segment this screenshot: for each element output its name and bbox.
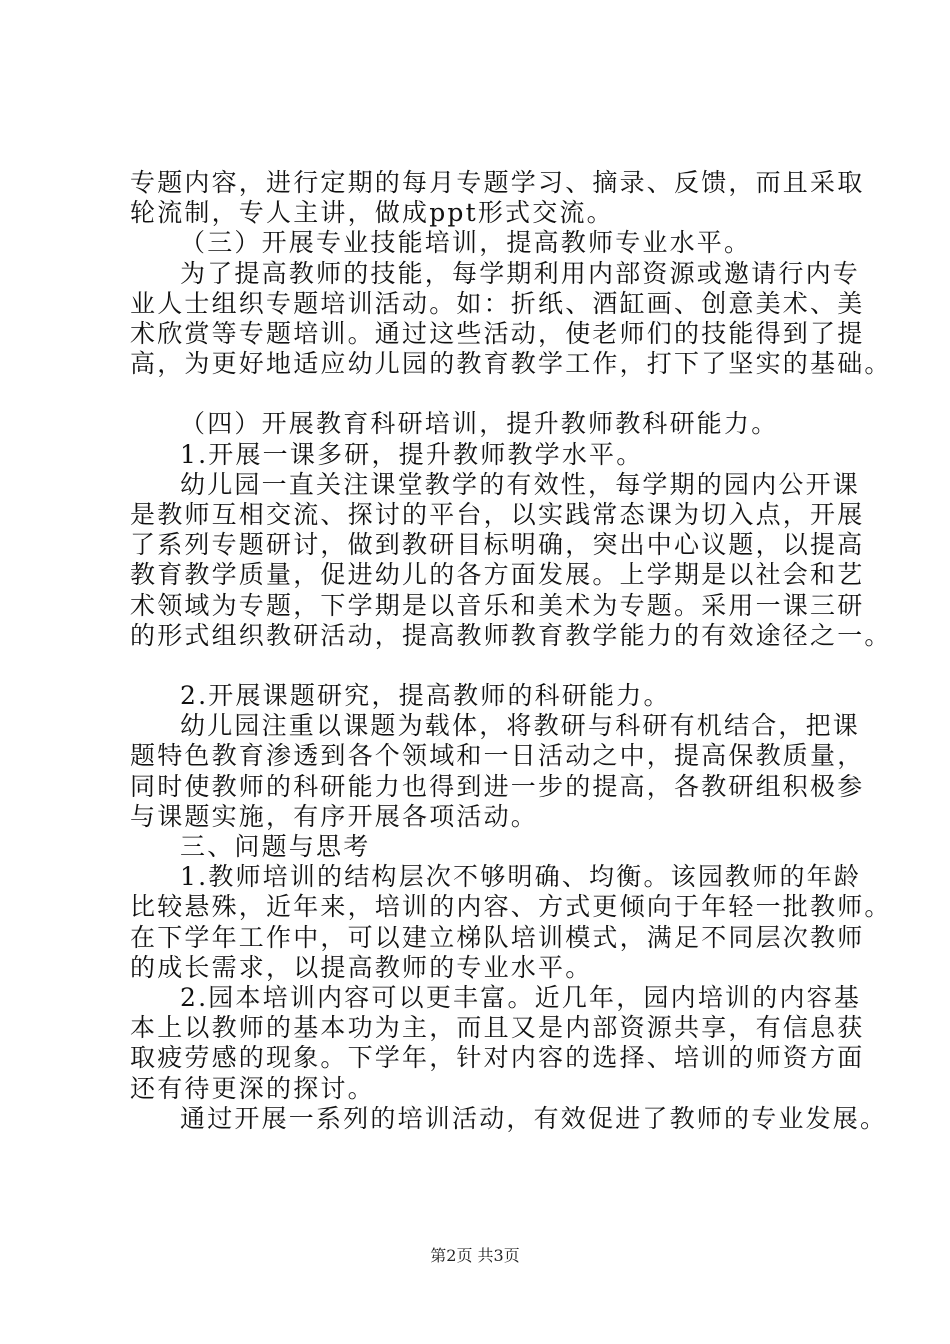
- text-line: 了系列专题研讨，做到教研目标明确，突出中心议题，以提高: [130, 530, 865, 560]
- text-line: 是教师互相交流、探讨的平台，以实践常态课为切入点，开展: [130, 500, 865, 530]
- text-line: 1.开展一课多研，提升教师教学水平。: [180, 439, 644, 469]
- text-line: 教育教学质量，促进幼儿的各方面发展。上学期是以社会和艺: [130, 560, 865, 590]
- text-line: 比较悬殊，近年来，培训的内容、方式更倾向于年轻一批教师。: [130, 892, 892, 922]
- text-line: 为了提高教师的技能，每学期利用内部资源或邀请行内专: [180, 258, 861, 288]
- text-line: 同时使教师的科研能力也得到进一步的提高，各教研组积极参: [130, 771, 865, 801]
- text-line: 幼儿园注重以课题为载体，将教研与科研有机结合，把课: [180, 711, 861, 741]
- text-line: 专题内容，进行定期的每月专题学习、摘录、反馈，而且采取: [130, 168, 865, 197]
- text-line: 术领域为专题，下学期是以音乐和美术为专题。采用一课三研: [130, 590, 865, 620]
- text-line: （三）开展专业技能培训，提高教师专业水平。: [180, 228, 752, 258]
- text-line: 2.开展课题研究，提高教师的科研能力。: [180, 681, 671, 711]
- text-line: 取疲劳感的现象。下学年，针对内容的选择、培训的师资方面: [130, 1043, 865, 1073]
- text-line: 的形式组织教研活动，提高教师教育教学能力的有效途径之一。: [130, 620, 892, 650]
- text-line: 1.教师培训的结构层次不够明确、均衡。该园教师的年龄: [180, 862, 862, 892]
- text-line: 高，为更好地适应幼儿园的教育教学工作，打下了坚实的基础。: [130, 349, 892, 379]
- text-line: 通过开展一系列的培训活动，有效促进了教师的专业发展。: [180, 1103, 888, 1133]
- document-body: [130, 168, 892, 1134]
- text-line: 业人士组织专题培训活动。如：折纸、酒缸画、创意美术、美: [130, 288, 865, 318]
- text-line: 三、问题与思考: [180, 832, 371, 862]
- text-line: 2.园本培训内容可以更丰富。近几年，园内培训的内容基: [180, 983, 862, 1013]
- text-line: 本上以教师的基本功为主，而且又是内部资源共享，有信息获: [130, 1013, 865, 1043]
- text-line: 在下学年工作中，可以建立梯队培训模式，满足不同层次教师: [130, 922, 865, 952]
- page-footer: 第2页 共3页: [430, 1246, 520, 1265]
- text-line: 与课题实施，有序开展各项活动。: [130, 801, 539, 831]
- text-line: 题特色教育渗透到各个领域和一日活动之中，提高保教质量，: [130, 741, 865, 771]
- text-line: 术欣赏等专题培训。通过这些活动，使老师们的技能得到了提: [130, 319, 865, 349]
- text-line: （四）开展教育科研培训，提升教师教科研能力。: [180, 409, 779, 439]
- paragraph-gap: [130, 379, 835, 409]
- text-line: 轮流制，专人主讲，做成ppt形式交流。: [130, 198, 614, 228]
- paragraph-gap: [130, 651, 835, 681]
- text-line: 的成长需求，以提高教师的专业水平。: [130, 952, 593, 982]
- text-line: 还有待更深的探讨。: [130, 1073, 375, 1103]
- text-line: 幼儿园一直关注课堂教学的有效性，每学期的园内公开课: [180, 469, 861, 499]
